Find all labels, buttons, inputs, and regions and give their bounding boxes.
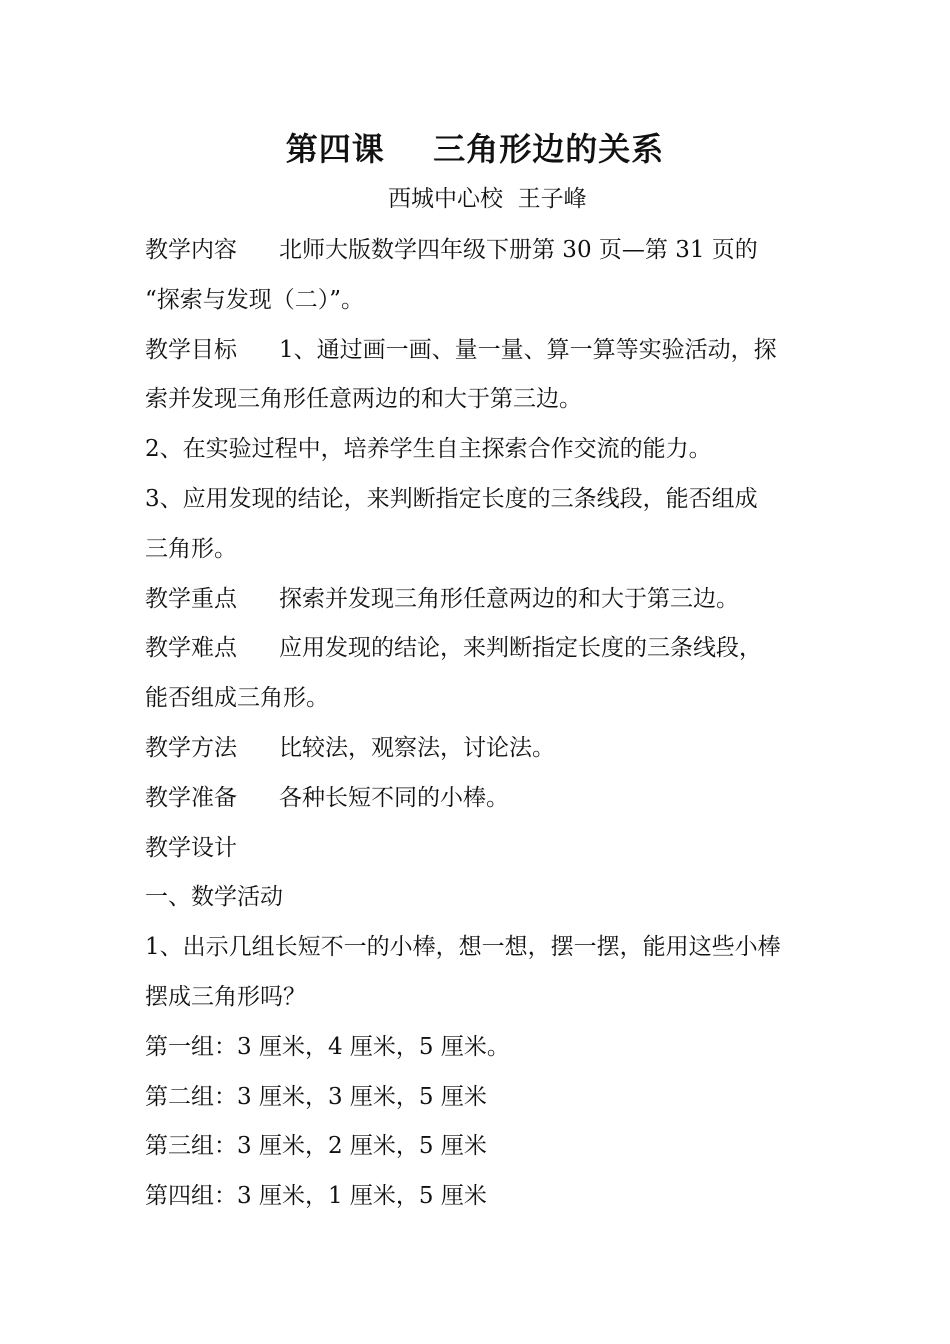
group-line: 第一组：3 厘米，4 厘米，5 厘米。 [145, 1033, 510, 1060]
line-text: 各种长短不同的小棒。 [279, 784, 509, 811]
group-line: 第四组：3 厘米，1 厘米，5 厘米 [145, 1183, 487, 1210]
objective-line: 2、在实验过程中，培养学生自主探索合作交流的能力。 [145, 436, 712, 463]
activity-line: 摆成三角形吗？ [145, 983, 306, 1010]
section-label: 教学难点 [145, 635, 237, 662]
design-heading: 教学设计 [145, 834, 237, 861]
line-text: 比较法，观察法，讨论法。 [279, 734, 555, 761]
objective-line: 3、应用发现的结论，来判断指定长度的三条线段，能否组成 [145, 485, 758, 512]
document-body [145, 226, 810, 1222]
preparation-line [145, 774, 810, 824]
difficulty-line: 能否组成三角形。 [145, 685, 329, 712]
difficulty-line [145, 624, 810, 674]
section-label: 教学内容 [145, 237, 237, 263]
section-label: 教学准备 [145, 784, 237, 811]
lesson-title: 第四课 三角形边的关系 [285, 130, 665, 168]
line-text: 1、通过画一画、量一量、算一算等实验活动，探 [279, 336, 777, 363]
section-label: 教学目标 [145, 336, 237, 363]
author-line: 西城中心校 王子峰 [388, 186, 587, 212]
line-text: 北师大版数学四年级下册第 30 页—第 31 页的 [279, 237, 758, 263]
key-point-line [145, 575, 810, 625]
line-text: 应用发现的结论，来判断指定长度的三条线段， [279, 635, 762, 662]
group-line: 第二组：3 厘米，3 厘米，5 厘米 [145, 1083, 487, 1110]
activity-line: 1、出示几组长短不一的小棒，想一想，摆一摆，能用这些小棒 [145, 934, 781, 961]
content-line [145, 226, 810, 276]
line-text: 探索并发现三角形任意两边的和大于第三边。 [279, 585, 739, 612]
method-line [145, 724, 810, 774]
objective-line: 索并发现三角形任意两边的和大于第三边。 [145, 386, 582, 413]
activity-heading: 一、数学活动 [145, 884, 283, 911]
section-label: 教学重点 [145, 585, 237, 612]
content-line: “探索与发现（二）”。 [145, 286, 365, 313]
objective-line [145, 326, 810, 376]
group-line: 第三组：3 厘米，2 厘米，5 厘米 [145, 1133, 487, 1160]
objective-line: 三角形。 [145, 535, 237, 562]
section-label: 教学方法 [145, 734, 237, 761]
